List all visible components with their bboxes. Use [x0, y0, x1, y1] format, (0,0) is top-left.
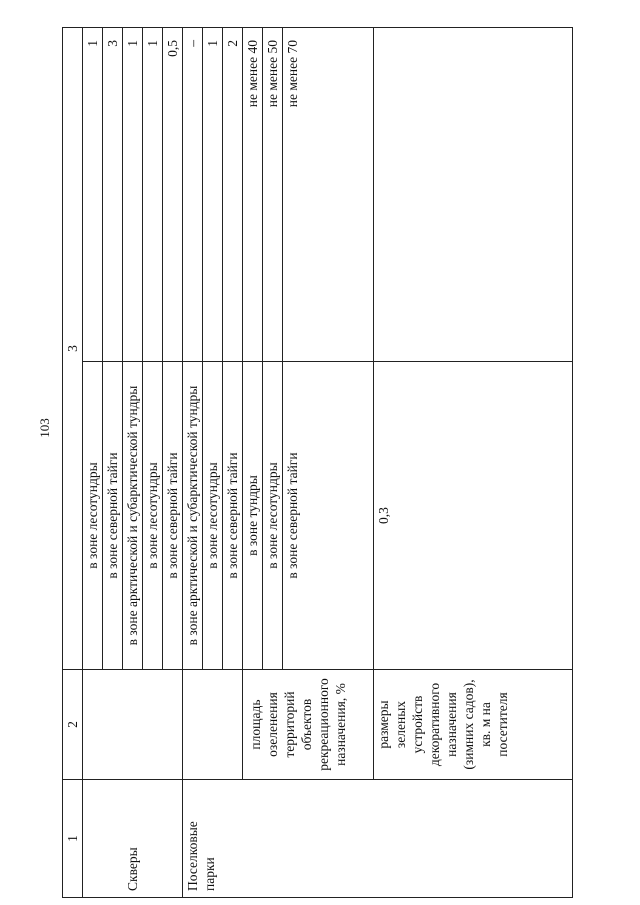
parks-label	[183, 780, 573, 898]
greening-label: площадь озеленения территорий объектов рекреационного назначения, %	[243, 670, 374, 780]
zone-cell: в зоне северной тайги	[163, 362, 183, 670]
value-cell: не менее 70	[283, 28, 374, 362]
parks-name: Поселковые парки	[185, 821, 217, 891]
value-cell: не менее 40	[243, 28, 263, 362]
value-cell: не менее 50	[263, 28, 283, 362]
header-col-2: 2	[63, 670, 83, 780]
table-row	[243, 28, 263, 898]
zone-cell: в зоне лесотундры	[83, 362, 103, 670]
squares-blank-cell	[83, 670, 183, 780]
squares-label	[83, 780, 183, 898]
parks-blank-cell	[183, 670, 243, 780]
zone-cell: в зоне тундры	[243, 362, 263, 670]
zone-cell: в зоне лесотундры	[263, 362, 283, 670]
zone-cell: в зоне арктической и субарктической тундры	[183, 362, 203, 670]
zone-cell: в зоне северной тайги	[223, 362, 243, 670]
value-cell: 1	[123, 28, 143, 362]
value-cell: 2	[223, 28, 243, 362]
table-header-row	[63, 28, 83, 898]
norms-table	[62, 27, 573, 898]
table-area	[62, 28, 640, 898]
zone-cell: в зоне северной тайги	[283, 362, 374, 670]
value-cell: 3	[103, 28, 123, 362]
value-cell: 1	[143, 28, 163, 362]
zone-cell: в зоне лесотундры	[203, 362, 223, 670]
table-row	[374, 28, 573, 898]
winter-gardens-value: 0,3	[374, 362, 573, 670]
squares-name: Скверы	[125, 847, 140, 891]
value-cell: 1	[203, 28, 223, 362]
table-row	[83, 28, 103, 898]
zone-cell: в зоне северной тайги	[103, 362, 123, 670]
table-row	[183, 28, 203, 898]
value-cell: 1	[83, 28, 103, 362]
zone-cell: в зоне арктической и субарктической тундры	[123, 362, 143, 670]
zone-cell: в зоне лесотундры	[143, 362, 163, 670]
header-col-3: 3	[63, 28, 83, 670]
winter-gardens-blank-cell	[374, 28, 573, 362]
value-cell: 0,5	[163, 28, 183, 362]
value-cell: –	[183, 28, 203, 362]
winter-gardens-label: размеры зеленых устройств декоративного назначения (зимних садов), кв. м на посетителя	[374, 670, 573, 780]
header-col-1: 1	[63, 780, 83, 898]
page-number: 103	[37, 418, 52, 438]
